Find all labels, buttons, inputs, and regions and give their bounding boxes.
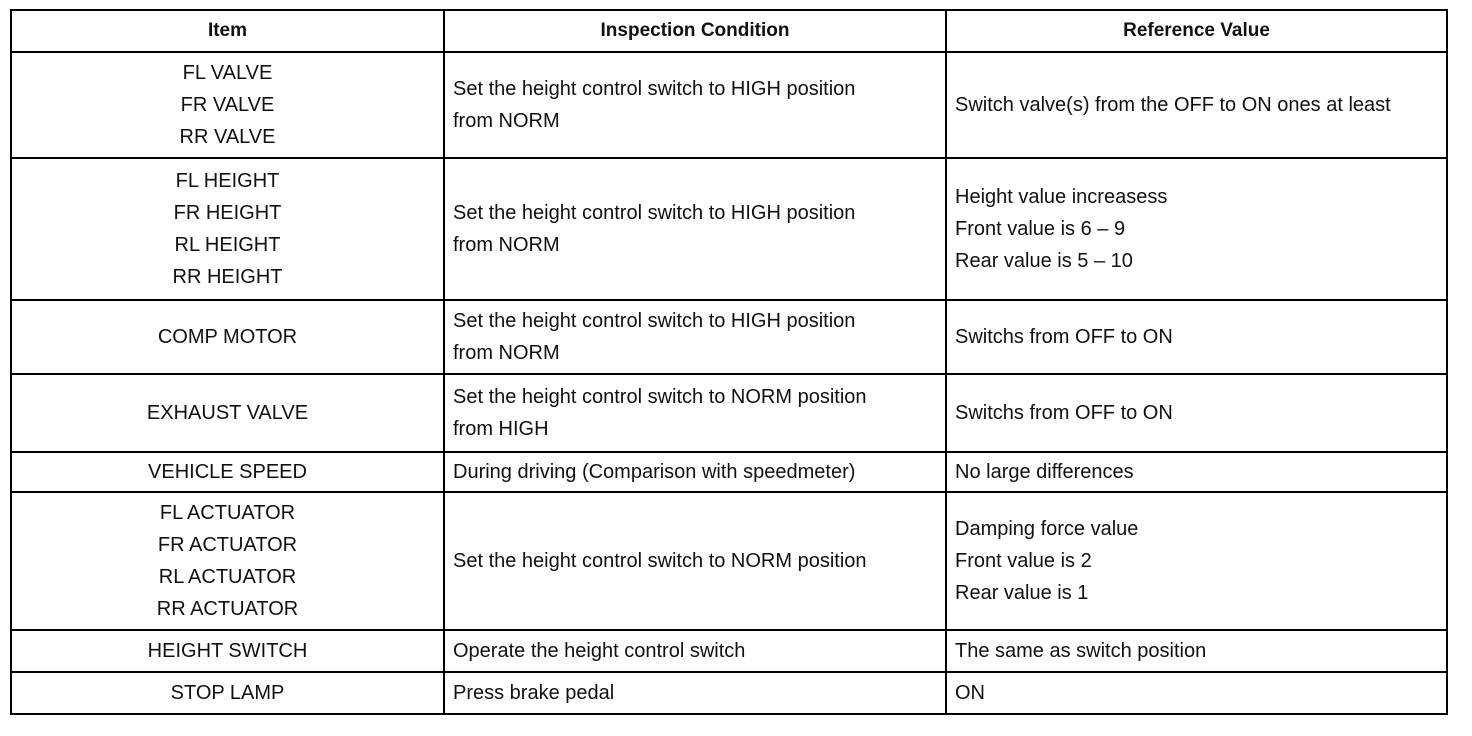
item-cell <box>11 52 444 158</box>
condition-text: Set the height control switch to HIGH position <box>453 202 856 224</box>
item-label: FL VALVE <box>182 62 273 84</box>
reference-text: Switchs from OFF to ON <box>955 326 1173 348</box>
inspection-table-container <box>10 9 1448 715</box>
item-label: FR VALVE <box>180 94 275 116</box>
item-label: RR HEIGHT <box>172 266 283 288</box>
reference-cell <box>946 672 1447 714</box>
reference-text: Front value is 2 <box>955 550 1092 572</box>
item-label: STOP LAMP <box>170 682 285 704</box>
reference-text: No large differences <box>955 461 1134 483</box>
condition-text: from NORM <box>453 234 560 256</box>
item-label: EXHAUST VALVE <box>146 402 309 424</box>
condition-text: Set the height control switch to NORM position <box>453 550 867 572</box>
table-row <box>11 374 1447 452</box>
item-cell <box>11 158 444 300</box>
item-cell <box>11 300 444 374</box>
reference-text: Height value increasess <box>955 186 1168 208</box>
table-row <box>11 452 1447 492</box>
reference-cell <box>946 158 1447 300</box>
table-row <box>11 52 1447 158</box>
header-reference-value: Reference Value <box>946 10 1447 52</box>
reference-cell <box>946 52 1447 158</box>
table-row <box>11 672 1447 714</box>
reference-cell <box>946 630 1447 672</box>
item-label: COMP MOTOR <box>157 326 298 348</box>
item-cell <box>11 374 444 452</box>
header-inspection-condition: Inspection Condition <box>444 10 946 52</box>
reference-text: The same as switch position <box>955 640 1207 662</box>
reference-text: ON <box>955 682 985 704</box>
reference-text: Front value is 6 – 9 <box>955 218 1126 240</box>
item-label: VEHICLE SPEED <box>148 461 307 483</box>
condition-cell <box>444 374 946 452</box>
item-label: FL ACTUATOR <box>159 502 296 524</box>
item-label: FR ACTUATOR <box>157 534 298 556</box>
reference-cell <box>946 300 1447 374</box>
condition-text: from HIGH <box>453 418 549 440</box>
item-label: RL HEIGHT <box>174 234 281 256</box>
header-item: Item <box>11 10 444 52</box>
table-row <box>11 300 1447 374</box>
table-row <box>11 158 1447 300</box>
condition-text: Operate the height control switch <box>453 640 746 662</box>
item-label: FL HEIGHT <box>175 170 280 192</box>
condition-text: Set the height control switch to HIGH position <box>453 78 856 100</box>
reference-cell <box>946 374 1447 452</box>
inspection-table <box>10 9 1448 715</box>
item-cell <box>11 452 444 492</box>
reference-text: Rear value is 5 – 10 <box>955 250 1133 272</box>
item-cell <box>11 672 444 714</box>
item-cell <box>11 492 444 630</box>
reference-text: Switch valve(s) from the OFF to ON ones at least <box>955 94 1391 116</box>
condition-cell <box>444 452 946 492</box>
condition-cell <box>444 630 946 672</box>
table-row <box>11 630 1447 672</box>
item-cell <box>11 630 444 672</box>
reference-text: Rear value is 1 <box>955 582 1089 604</box>
item-label: HEIGHT SWITCH <box>147 640 308 662</box>
condition-cell <box>444 300 946 374</box>
condition-text: During driving (Comparison with speedmeter) <box>453 461 856 483</box>
item-label: FR HEIGHT <box>173 202 282 224</box>
condition-text: Press brake pedal <box>453 682 615 704</box>
condition-cell <box>444 52 946 158</box>
condition-text: from NORM <box>453 342 560 364</box>
item-label: RL ACTUATOR <box>158 566 297 588</box>
condition-cell <box>444 672 946 714</box>
item-label: RR VALVE <box>179 126 276 148</box>
reference-text: Damping force value <box>955 518 1139 540</box>
reference-cell <box>946 452 1447 492</box>
item-label: RR ACTUATOR <box>156 598 299 620</box>
condition-text: Set the height control switch to NORM position <box>453 386 867 408</box>
condition-cell <box>444 158 946 300</box>
reference-text: Switchs from OFF to ON <box>955 402 1173 424</box>
condition-cell <box>444 492 946 630</box>
table-header-row <box>11 10 1447 52</box>
condition-text: Set the height control switch to HIGH position <box>453 310 856 332</box>
reference-cell <box>946 492 1447 630</box>
table-row <box>11 492 1447 630</box>
condition-text: from NORM <box>453 110 560 132</box>
